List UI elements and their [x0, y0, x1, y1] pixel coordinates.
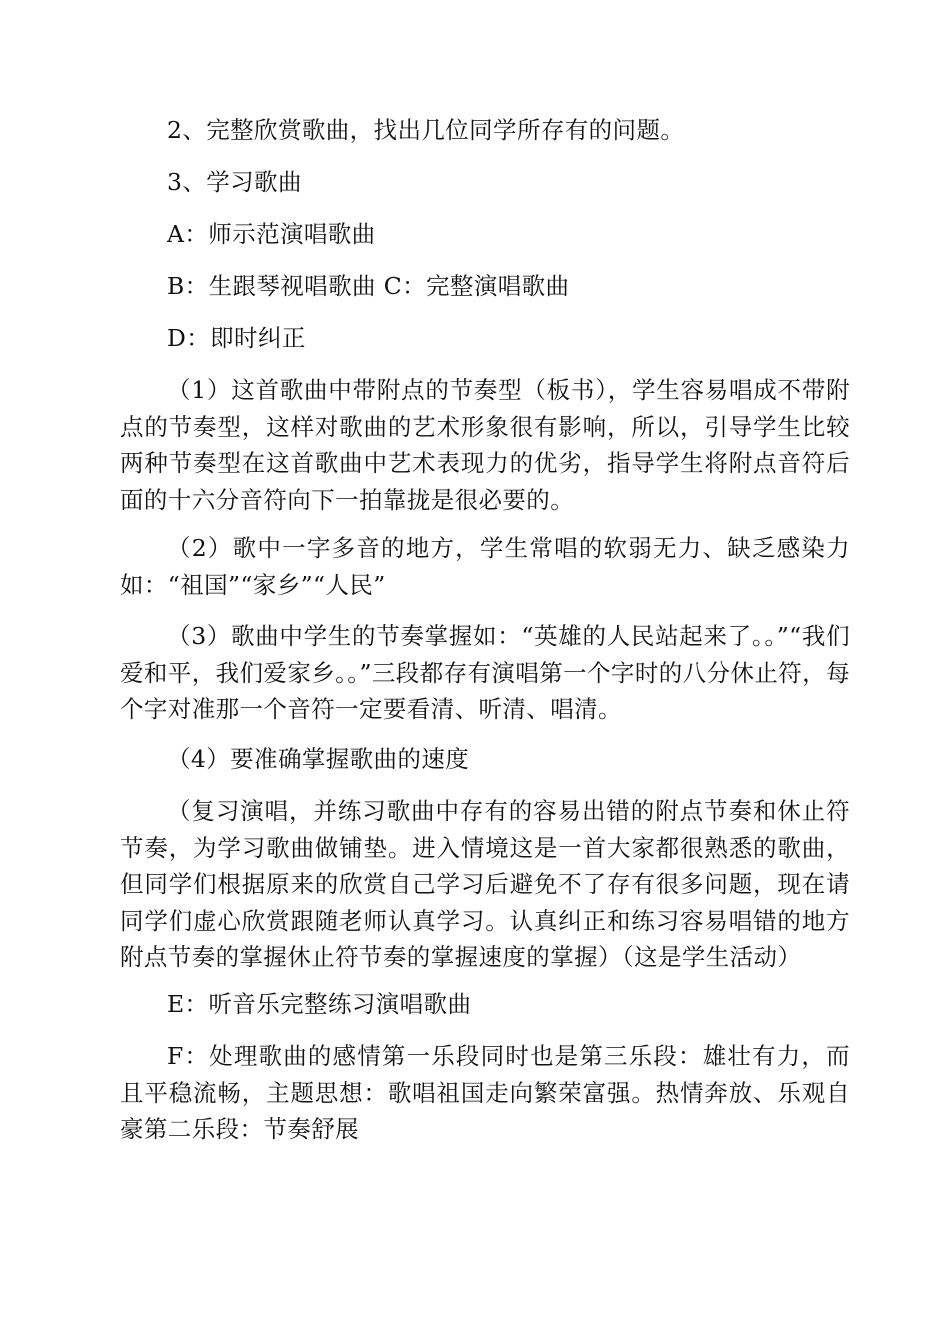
paragraph-step-2: 2、完整欣赏歌曲，找出几位同学所存有的问题。: [167, 116, 685, 144]
paragraph-d: D：即时纠正: [167, 324, 306, 352]
paragraph-note-4: （4）要准确掌握歌曲的速度: [167, 745, 470, 773]
paragraph-review-note: （复习演唱，并练习歌曲中存有的容易出错的附点节奏和休止符节奏，为学习歌曲做铺垫。进入情境这是一首大家都很熟悉的歌曲，但同学们根据原来的欣赏自己学习后避免不了存有很多问题，现在请同学们虚心欣赏跟随老师认真学习。认真纠正和练习容易唱错的地方附点节奏的掌握休止符节奏的掌握速度的掌握）（这是学生活动）: [120, 797, 850, 971]
paragraph-e: E：听音乐完整练习演唱歌曲: [167, 990, 472, 1018]
paragraph-note-3: （3）歌曲中学生的节奏掌握如：“英雄的人民站起来了。。”“我们爱和平，我们爱家乡。。”三段都存有演唱第一个字时的八分休止符，每个字对准那一个音符一定要看清、听清、唱清。: [120, 622, 850, 723]
paragraph-b-c: B：生跟琴视唱歌曲 C：完整演唱歌曲: [167, 272, 570, 300]
paragraph-step-3: 3、学习歌曲: [167, 168, 302, 196]
paragraph-note-2: （2）歌中一字多音的地方，学生常唱的软弱无力、缺乏感染力如：“祖国”“家乡”“人民”: [120, 534, 850, 599]
paragraph-note-1: （1）这首歌曲中带附点的节奏型（板书），学生容易唱成不带附点的节奏型，这样对歌曲的艺术形象很有影响，所以，引导学生比较两种节奏型在这首歌曲中艺术表现力的优劣，指导学生将附点音符后面的十六分音符向下一拍靠拢是很必要的。: [120, 376, 850, 514]
paragraph-a: A：师示范演唱歌曲: [167, 220, 376, 248]
paragraph-f: F：处理歌曲的感情第一乐段同时也是第三乐段：雄壮有力，而且平稳流畅，主题思想：歌唱祖国走向繁荣富强。热情奔放、乐观自豪第二乐段：节奏舒展: [120, 1042, 850, 1143]
